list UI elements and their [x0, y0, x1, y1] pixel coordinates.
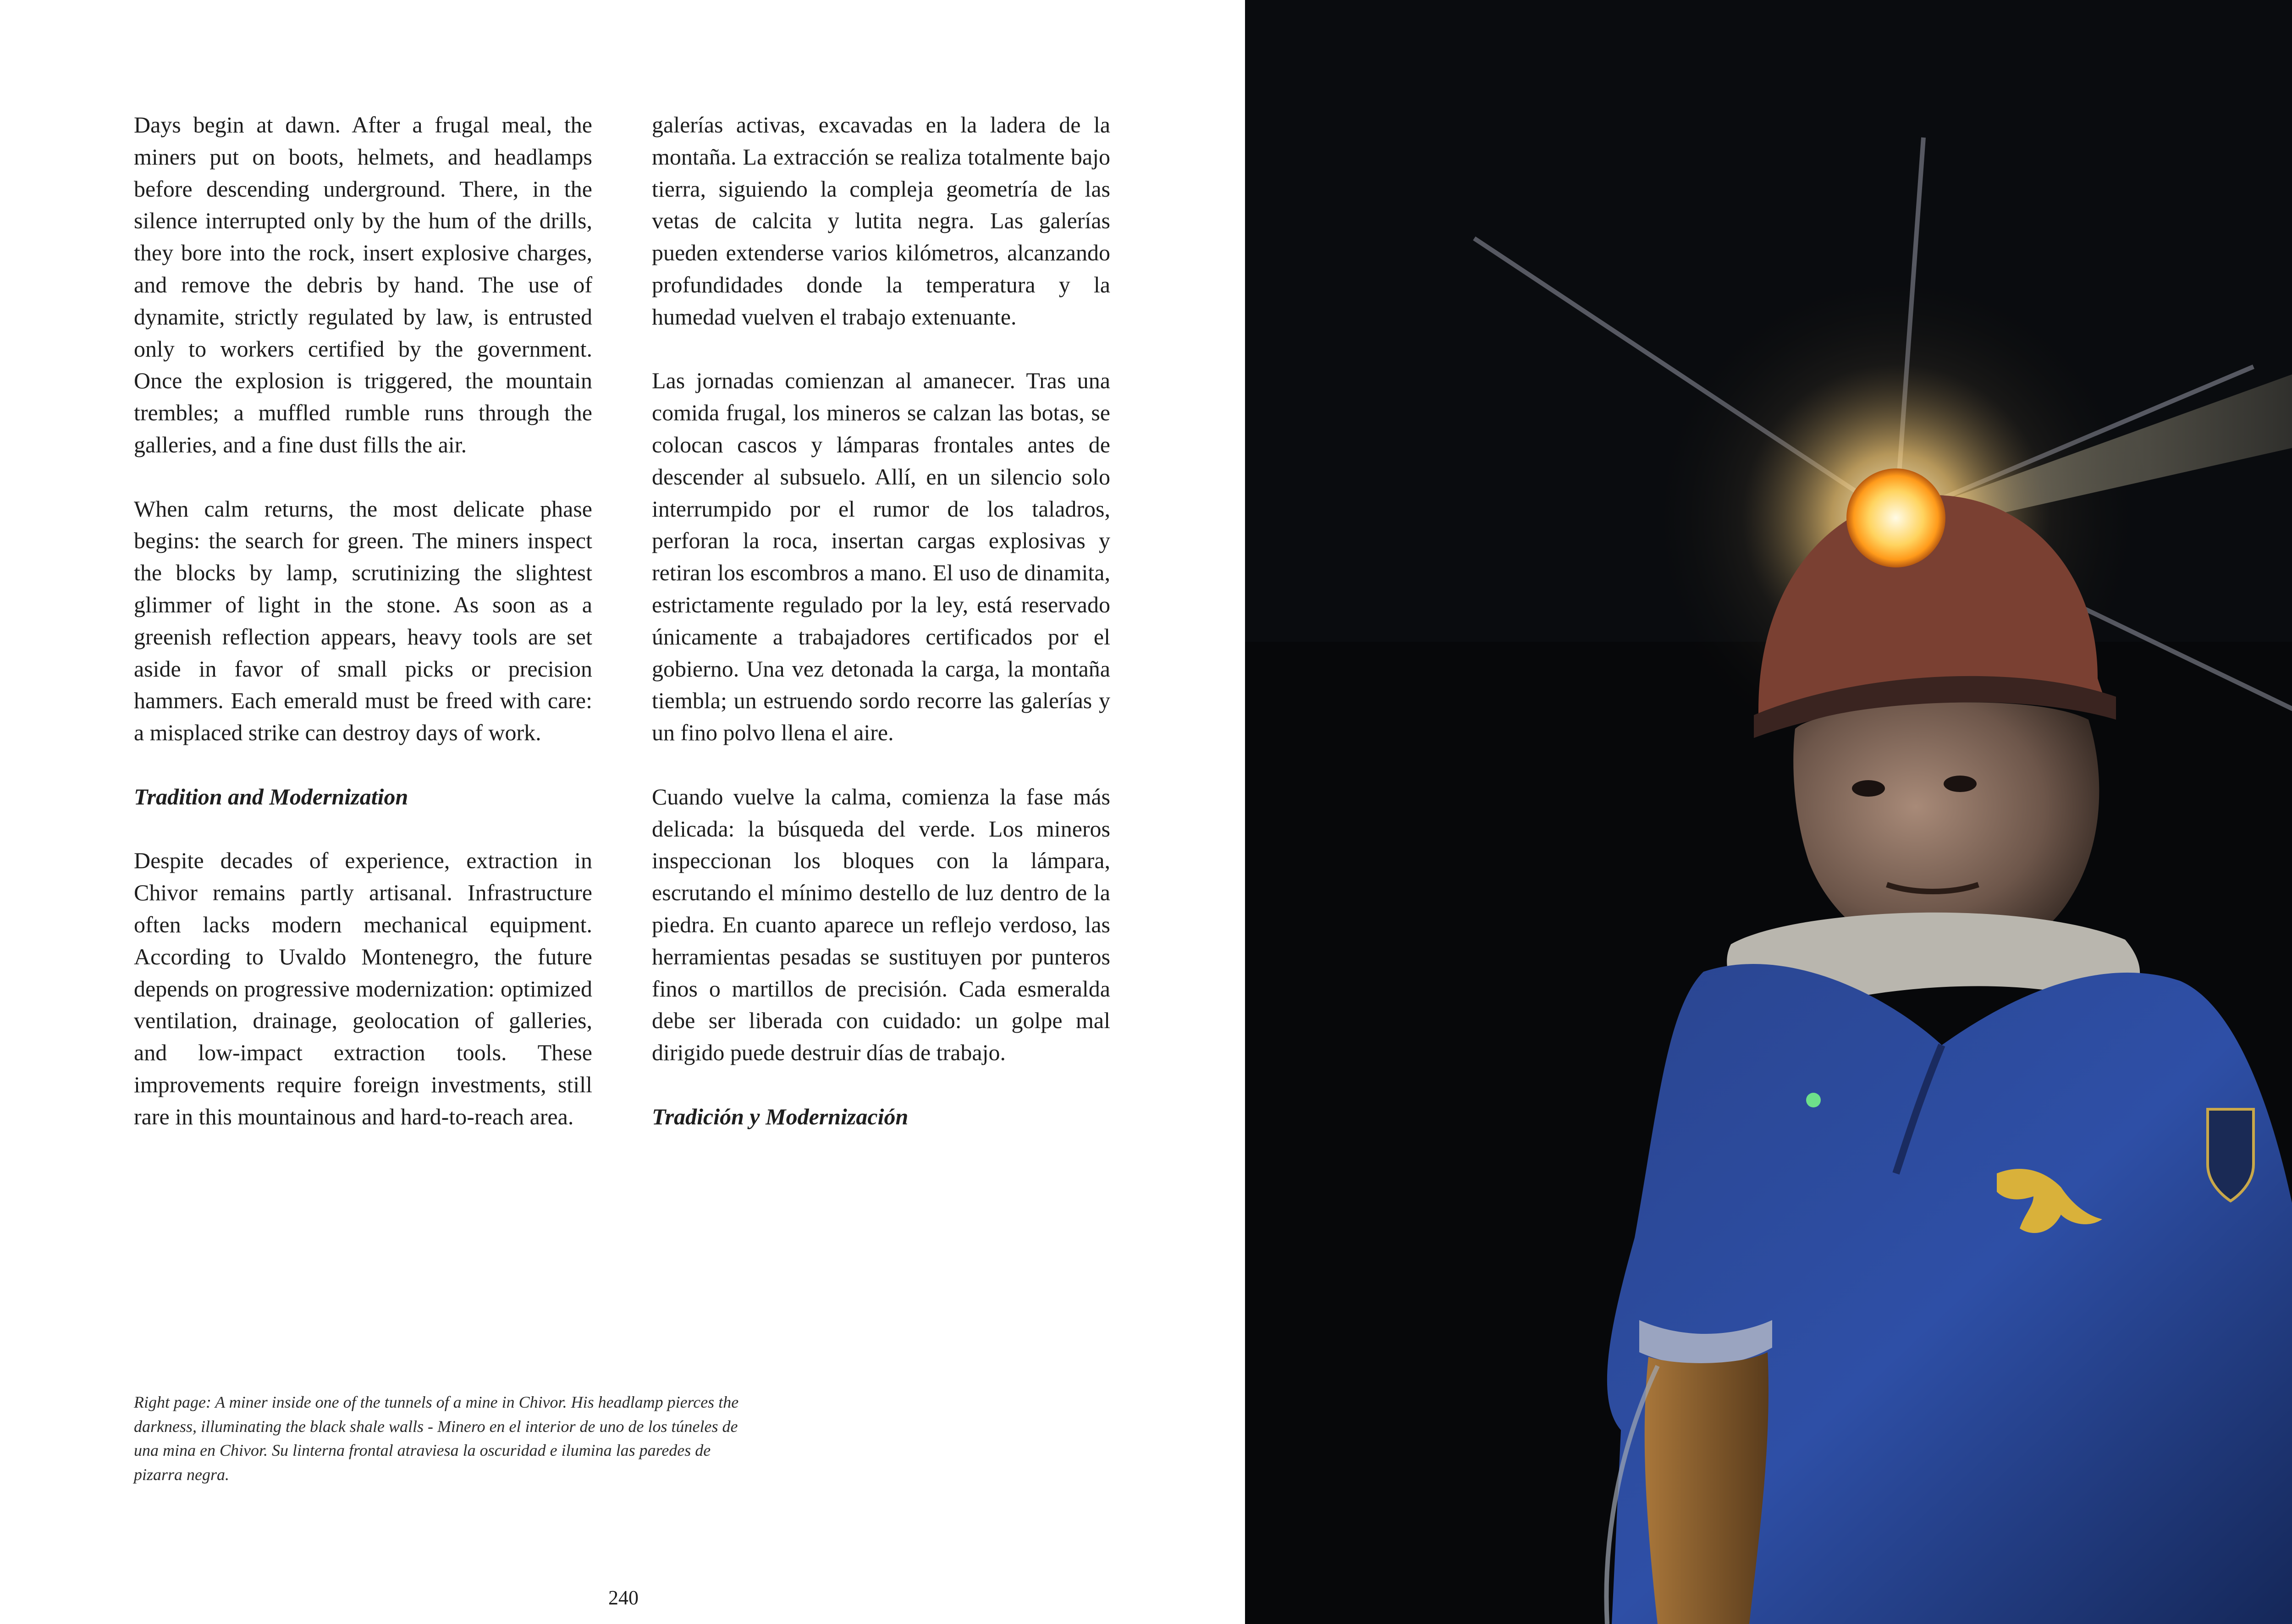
crest-badge-icon [2208, 1109, 2253, 1201]
paragraph-en-2: When calm returns, the most delicate phase begins: the search for green. The miners inspect the blocks by lamp, scrutinizing the slightest glimmer of light in the stone. As soon as a greenish reflection appears, heavy tools are set aside in favor of small picks or precision hammers. Each emerald must be freed with care: a misplaced strike can destroy days of work. [134, 495, 592, 746]
page-number: 240 [608, 1586, 639, 1609]
miner-photograph [1245, 0, 2292, 1624]
text-column-english [134, 109, 592, 1133]
right-eye [1944, 776, 1977, 792]
paragraph-en-1: Days begin at dawn. After a frugal meal, the miners put on boots, helmets, and headlamps before descending underground. There, in the silence interrupted only by the hum of the drills, they bore into the rock, insert explosive charges, and remove the debris by hand. The use of dynamite, strictly regulated by law, is entrusted only to workers certified by the government. Once the explosion is triggered, the mountain trembles; a muffled rumble runs through the galleries, and a fine dust fills the air. [134, 112, 592, 457]
heading-tradicion-modernizacion: Tradición y Modernización [652, 1103, 909, 1129]
paragraph-es-3: Cuando vuelve la calma, comienza la fase más delicada: la búsqueda del verde. Los mineros inspeccionan los bloques con la lámpara, escrutando el mínimo destello de luz dentro de la piedra. En cuanto aparece un reflejo verdoso, las herramientas pesadas se sustituyen por punteros finos o martillos de precisión. Cada esmeralda debe ser liberada con cuidado: un golpe mal dirigido puede destruir días de trabajo. [652, 783, 1110, 1066]
paragraph-en-3: Despite decades of experience, extraction in Chivor remains partly artisanal. Infrastructure often lacks modern mechanical equipment. According to Uvaldo Montenegro, the future depends on progressive modernization: optimized ventilation, drainage, geolocation of galleries, and low-impact extraction tools. These improvements require foreign investments, still rare in this mountainous and hard-to-reach area. [134, 848, 592, 1129]
paragraph-es-2: Las jornadas comienzan al amanecer. Tras una comida frugal, los mineros se calzan las botas, se colocan cascos y lámparas frontales antes de descender al subsuelo. Allí, en un silencio solo interrumpido por el rumor de los taladros, perforan la roca, insertan cargas explosivas y retiran los escombros a mano. El uso de dinamita, estrictamente regulado por la ley, está reservado únicamente a trabajadores certificados por el gobierno. Una vez detonada la carga, la montaña tiembla; un estruendo sordo recorre las galerías y un fino polvo llena el aire. [652, 368, 1110, 746]
text-column-spanish [652, 109, 1110, 1133]
paragraph-es-1: galerías activas, excavadas en la ladera de la montaña. La extracción se realiza totalmente bajo tierra, siguiendo la compleja geometría de las vetas de calcita y lutita negra. Las galerías pueden extenderse varios kilómetros, alcanzando profundidades donde la temperatura y la humedad vuelven el trabajo extenuante. [652, 112, 1110, 330]
headlamp [1846, 468, 1945, 567]
miner-photo-illustration [1245, 0, 2292, 1624]
photo-caption: Right page: A miner inside one of the tunnels of a mine in Chivor. His headlamp pierces the darkness, illuminating the black shale walls - Minero en el interior de uno de los túneles de una mina en Chivor. Su linterna frontal atraviesa la oscuridad e ilumina las paredes de pizarra negra. [134, 1393, 739, 1484]
heading-tradition-modernization: Tradition and Modernization [134, 783, 408, 809]
emerald-glint [1806, 1093, 1821, 1107]
left-eye [1852, 780, 1885, 797]
left-forearm [1645, 1352, 1769, 1624]
